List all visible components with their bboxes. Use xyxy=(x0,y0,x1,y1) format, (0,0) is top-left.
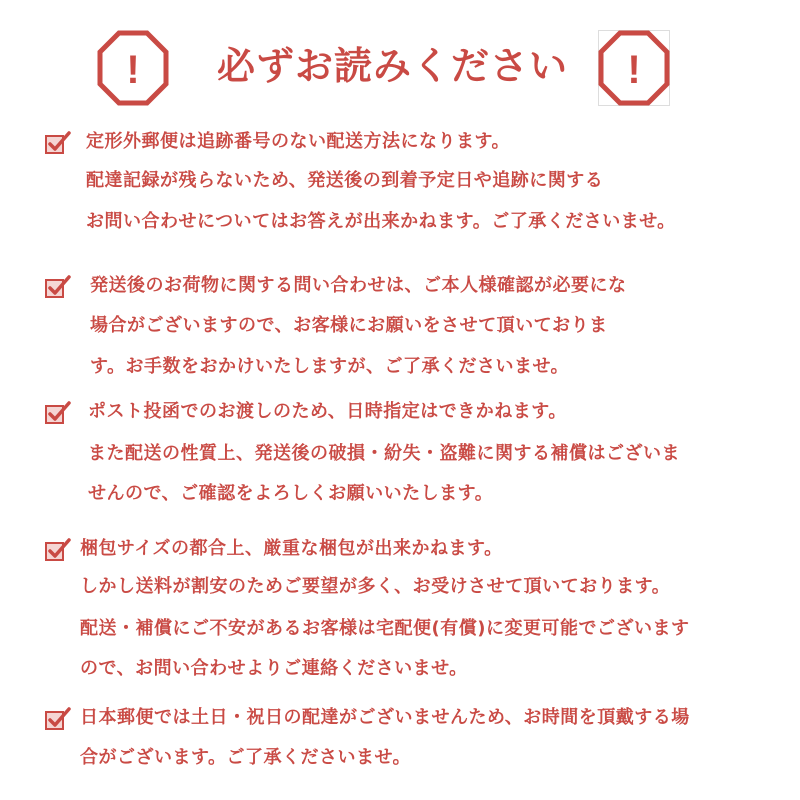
exclamation-octagon-icon xyxy=(598,30,670,106)
checkbox-checked-icon xyxy=(44,537,72,563)
page-title: 必ずお読みください xyxy=(216,44,568,88)
page-header xyxy=(0,30,800,106)
notice-line: す。お手数をおかけいたしますが、ご了承くださいませ。 xyxy=(90,356,570,377)
notice-line: 日本郵便では土日・祝日の配達がございませんため、お時間を頂戴する場 xyxy=(80,707,690,728)
notice-line: 発送後のお荷物に関する問い合わせは、ご本人様確認が必要にな xyxy=(90,275,627,296)
notice-line: ポスト投函でのお渡しのため、日時指定はできかねます。 xyxy=(88,401,567,422)
notice-line: 梱包サイズの都合上、厳重な梱包が出来かねます。 xyxy=(80,538,503,559)
checkbox-checked-icon xyxy=(44,274,72,300)
notice-line: 配送・補償にご不安があるお客様は宅配便(有償)に変更可能でございます xyxy=(80,618,690,639)
exclamation-glyph: ! xyxy=(126,48,140,92)
notice-line: また配送の性質上、発送後の破損・紛失・盗難に関する補償はございま xyxy=(88,443,680,464)
notice-line: 配達記録が残らないため、発送後の到着予定日や追跡に関する xyxy=(86,170,604,191)
notice-line: せんので、ご確認をよろしくお願いいたします。 xyxy=(88,483,494,504)
checkbox-checked-icon xyxy=(44,400,72,426)
notice-line: しかし送料が割安のためご要望が多く、お受けさせて頂いております。 xyxy=(80,576,671,597)
checkbox-checked-icon xyxy=(44,130,72,156)
notice-line: ので、お問い合わせよりご連絡くださいませ。 xyxy=(80,658,468,679)
checkbox-checked-icon xyxy=(44,706,72,732)
exclamation-glyph: ! xyxy=(627,48,641,92)
exclamation-octagon-icon xyxy=(97,30,169,106)
notice-line: 場合がございますので、お客様にお願いをさせて頂いておりま xyxy=(90,315,608,336)
notice-line: 定形外郵便は追跡番号のない配送方法になります。 xyxy=(86,131,511,152)
notice-line: 合がございます。ご了承くださいませ。 xyxy=(80,747,412,768)
notice-line: お問い合わせについてはお答えが出来かねます。ご了承くださいませ。 xyxy=(86,211,676,232)
